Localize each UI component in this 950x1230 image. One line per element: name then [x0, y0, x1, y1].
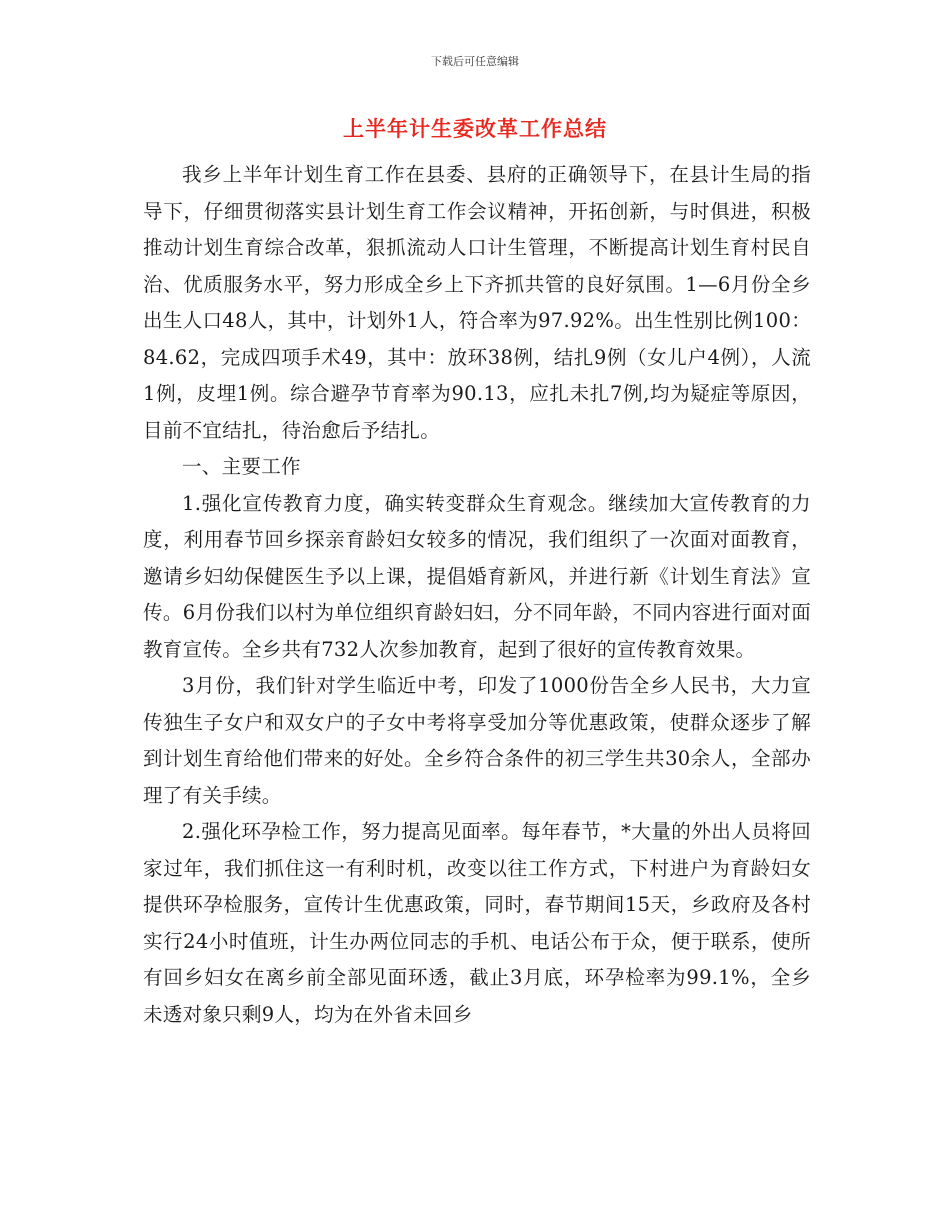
section-heading-main-work: 一、主要工作 [182, 455, 301, 478]
paragraph-intro: 我乡上半年计划生育工作在县委、县府的正确领导下，在县计生局的指导下，仔细贯彻落实县计划生育工作会议精神，开拓创新，与时俱进，积极推动计划生育综合改革，狠抓流动人口计生管理，不断提高计划生育村民自治、优质服务水平，努力形成全乡上下齐抓共管的良好氛围。1—6月份全乡出生人口48人，其中，计划外1人，符合率为97.92%。出生性别比例100：84.62，完成四项手术49，其中：放环38例，结扎9例（女儿户4例），人流1例，皮埋1例。综合避孕节育率为90.13，应扎未扎7例,均为疑症等原因，目前不宜结扎，待治愈后予结扎。 [143, 163, 811, 442]
document-title: 上半年计生委改革工作总结 [343, 117, 607, 141]
paragraph-checkup: 2.强化环孕检工作，努力提高见面率。每年春节，*大量的外出人员将回家过年，我们抓住这一有利时机，改变以往工作方式，下村进户为育龄妇女提供环孕检服务，宣传计生优惠政策，同时，春节期间15天，乡政府及各村实行24小时值班，计生办两位同志的手机、电话公布于众，便于联系，使所有回乡妇女在离乡前全部见面环透，截止3月底，环孕检率为99.1%，全乡未透对象只剩9人，均为在外省未回乡 [143, 820, 811, 1026]
document-body [143, 157, 811, 1033]
paragraph-march: 3月份，我们针对学生临近中考，印发了1000份告全乡人民书，大力宣传独生子女户和双女户的子女中考将享受加分等优惠政策，使群众逐步了解到计划生育给他们带来的好处。全乡符合条件的初三学生共30余人，全部办理了有关手续。 [143, 674, 811, 807]
header-note: 下载后可任意编辑 [431, 55, 519, 68]
paragraph-propaganda: 1.强化宣传教育力度，确实转变群众生育观念。继续加大宣传教育的力度，利用春节回乡探亲育龄妇女较多的情况，我们组织了一次面对面教育，邀请乡妇幼保健医生予以上课，提倡婚育新风，并进行新《计划生育法》宣传。6月份我们以村为单位组织育龄妇妇，分不同年龄，不同内容进行面对面教育宣传。全乡共有732人次参加教育，起到了很好的宣传教育效果。 [143, 491, 811, 661]
